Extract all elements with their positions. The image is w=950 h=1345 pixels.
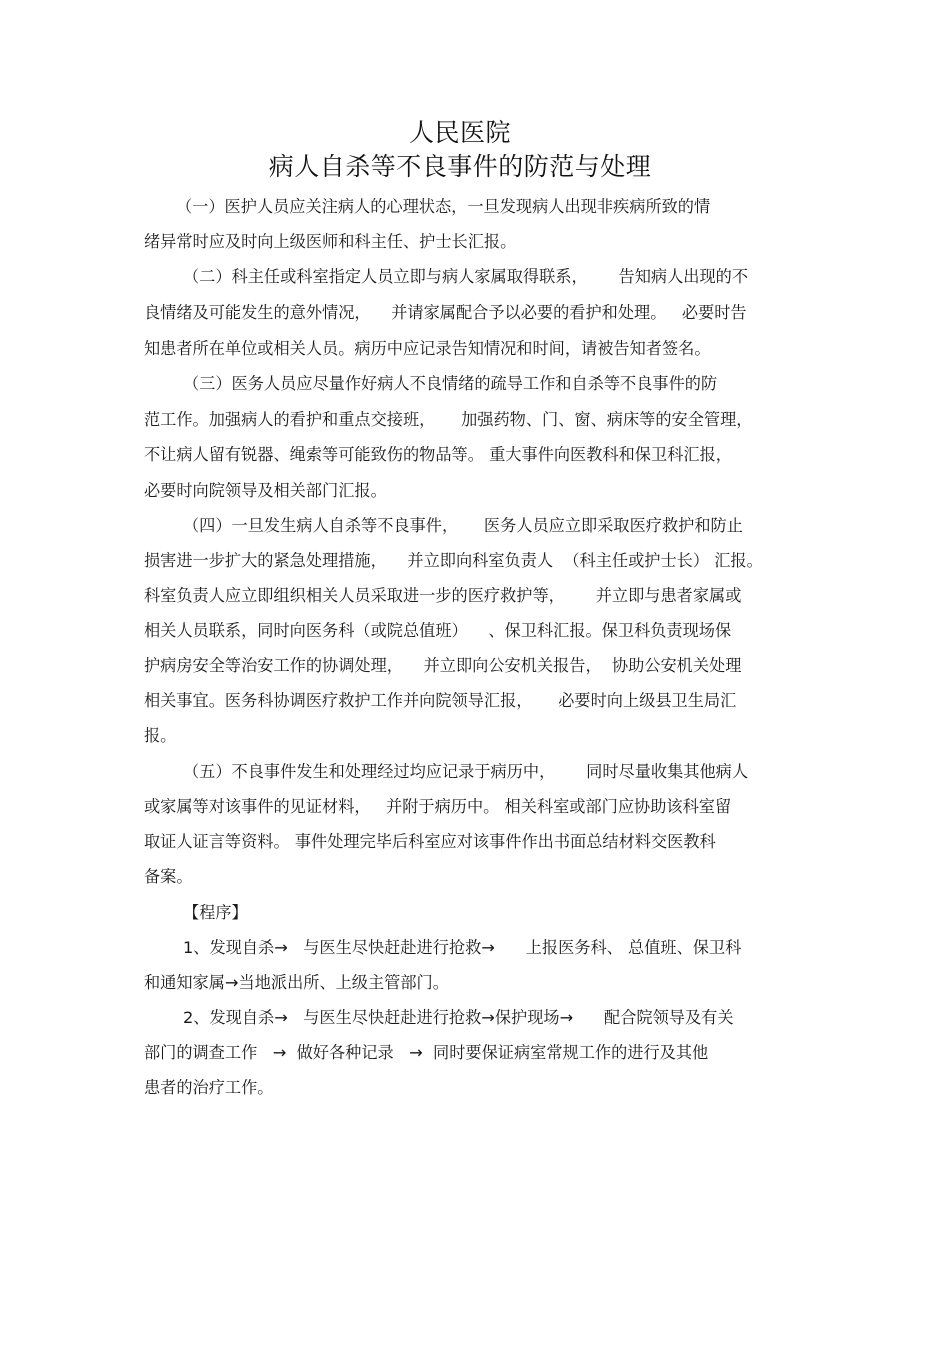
hospital-name: 人民医院	[408, 118, 511, 147]
paragraph-line: 良情绪及可能发生的意外情况， 并请家属配合予以必要的看护和处理。 必要时告	[144, 303, 747, 322]
section-heading: 【程序】	[183, 903, 248, 922]
paragraph-line: 必要时向院领导及相关部门汇报。	[144, 481, 387, 500]
paragraph-line: （二）科主任或科室指定人员立即与病人家属取得联系， 告知病人出现的不	[183, 267, 749, 286]
paragraph-line: 相关事宜。医务科协调医疗救护工作并向院领导汇报， 必要时向上级县卫生局汇	[144, 691, 737, 710]
paragraph-line: 范工作。加强病人的看护和重点交接班， 加强药物、门、窗、病床等的安全管理，	[144, 410, 753, 429]
paragraph-line: 2、发现自杀→ 与医生尽快赶赴进行抢救→保护现场→ 配合院领导及有关	[183, 1008, 734, 1027]
paragraph-line: （五）不良事件发生和处理经过均应记录于病历中， 同时尽量收集其他病人	[183, 762, 749, 781]
paragraph-line: 患者的治疗工作。	[144, 1078, 274, 1097]
document-subtitle: 病人自杀等不良事件的防范与处理	[268, 152, 652, 181]
paragraph-line: （一）医护人员应关注病人的心理状态，一旦发现病人出现非疾病所致的情	[176, 197, 711, 216]
paragraph-line: （三）医务人员应尽量作好病人不良情绪的疏导工作和自杀等不良事件的防	[183, 374, 718, 393]
paragraph-line: 部门的调查工作 → 做好各种记录 → 同时要保证病室常规工作的进行及其他	[144, 1043, 709, 1062]
paragraph-line: 取证人证言等资料。 事件处理完毕后科室应对该事件作出书面总结材料交医教科	[144, 832, 716, 851]
paragraph-line: 1、发现自杀→ 与医生尽快赶赴进行抢救→ 上报医务科、 总值班、保卫科	[183, 938, 742, 957]
paragraph-line: 知患者所在单位或相关人员。病历中应记录告知情况和时间，请被告知者签名。	[144, 339, 711, 358]
paragraph-line: 或家属等对该事件的见证材料， 并附于病历中。 相关科室或部门应协助该科室留	[144, 797, 732, 816]
paragraph-line: 报。	[144, 726, 177, 745]
document-title	[0, 116, 920, 184]
paragraph-line: 损害进一步扩大的紧急处理措施， 并立即向科室负责人 （科主任或护士长） 汇报。	[144, 551, 763, 570]
paragraph-line: 不让病人留有锐器、绳索等可能致伤的物品等。 重大事件向医教科和保卫科汇报，	[144, 445, 732, 464]
paragraph-line: 科室负责人应立即组织相关人员采取进一步的医疗救护等， 并立即与患者家属或	[144, 586, 742, 605]
paragraph-line: 备案。	[144, 867, 193, 886]
paragraph-line: （四）一旦发生病人自杀等不良事件， 医务人员应立即采取医疗救护和防止	[183, 516, 743, 535]
paragraph-line: 绪异常时应及时向上级医师和科主任、护士长汇报。	[144, 232, 517, 251]
paragraph-line: 和通知家属→当地派出所、上级主管部门。	[144, 973, 449, 992]
paragraph-line: 相关人员联系，同时向医务科（或院总值班） 、保卫科汇报。保卫科负责现场保	[144, 621, 732, 640]
paragraph-line: 护病房安全等治安工作的协调处理， 并立即向公安机关报告， 协助公安机关处理	[144, 656, 742, 675]
